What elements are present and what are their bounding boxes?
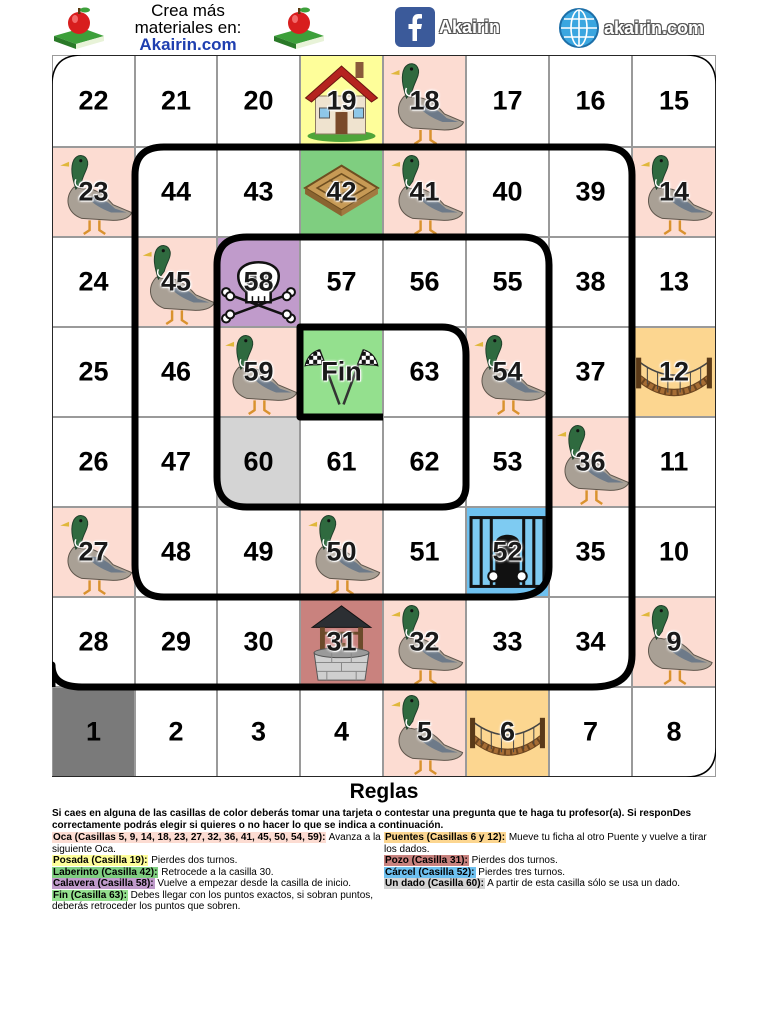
rule-item <box>52 890 384 913</box>
board-square-43 <box>217 147 300 237</box>
board-square-23 <box>52 147 135 237</box>
square-number: 17 <box>492 85 523 116</box>
square-number: 53 <box>492 446 523 477</box>
board-square-56 <box>383 237 466 327</box>
globe-icon <box>558 7 600 49</box>
board-square-31 <box>300 597 383 687</box>
square-number: 8 <box>666 716 682 747</box>
square-number: 23 <box>78 176 109 207</box>
square-number: 46 <box>160 356 192 387</box>
rule-item <box>384 832 716 855</box>
rule-tag: Cárcel (Casilla 52): <box>385 866 475 878</box>
board-square-17 <box>466 55 549 147</box>
rule-tag: Fin (Casilla 63): <box>53 889 127 901</box>
board-square-48 <box>135 507 217 597</box>
header <box>0 0 768 58</box>
square-number: 7 <box>582 716 599 747</box>
rules-intro: Si caes en alguna de las casillas de color deberás tomar una tarjeta o contestar una pregunta que te haga tu profesor(a). Si responDes correctamente podrás elegir si quieres o no hacer lo que se indica a continuación. <box>52 808 692 831</box>
square-number: 28 <box>78 626 109 657</box>
board-square-20 <box>217 55 300 147</box>
apple-book-icon <box>52 6 106 50</box>
board-square-13 <box>632 237 716 327</box>
square-number: 62 <box>409 446 440 477</box>
square-number: 38 <box>575 266 606 297</box>
board-square-18 <box>383 55 466 147</box>
board-square-57 <box>300 237 383 327</box>
square-number: 41 <box>409 176 440 207</box>
square-number: 4 <box>333 716 350 747</box>
square-number: 13 <box>658 266 690 297</box>
board-square-54 <box>466 327 549 417</box>
board-square-55 <box>466 237 549 327</box>
board-square-fin <box>300 327 383 417</box>
square-number: 15 <box>658 85 690 116</box>
board-square-19 <box>300 55 383 147</box>
rule-text: Retrocede a la casilla 30. <box>158 866 274 878</box>
board-square-24 <box>52 237 135 327</box>
board-square-46 <box>135 327 217 417</box>
square-number: 32 <box>409 626 440 657</box>
square-number: 54 <box>492 356 523 387</box>
rule-tag: Oca (Casillas 5, 9, 14, 18, 23, 27, 32, 36, 41, 45, 50, 54, 59): <box>53 832 326 843</box>
rule-tag: Calavera (Casilla 58): <box>53 878 154 889</box>
square-number: 5 <box>416 716 433 747</box>
rule-text: Pierdes tres turnos. <box>475 866 565 878</box>
rule-item <box>384 867 716 879</box>
board-square-58 <box>217 237 300 327</box>
square-number: 33 <box>492 626 523 657</box>
board-square-15 <box>632 55 716 147</box>
rule-tag: Laberinto (Casilla 42): <box>53 866 158 878</box>
board-square-61 <box>300 417 383 507</box>
square-number: 61 <box>326 446 357 477</box>
rule-text: Vuelve a empezar desde la casilla de inicio. <box>154 878 352 889</box>
square-number: 10 <box>658 536 690 567</box>
square-number: 29 <box>160 626 192 657</box>
square-number: 52 <box>492 536 523 567</box>
board-square-5 <box>383 687 466 777</box>
apple-book-icon <box>272 6 326 50</box>
board-square-27 <box>52 507 135 597</box>
rule-item <box>52 855 384 867</box>
square-number: 20 <box>243 85 274 116</box>
rule-text: Debes llegar con los puntos exactos, si sobran puntos, deberás retroceder los puntos que sobren. <box>52 889 374 912</box>
square-number: 16 <box>575 85 606 116</box>
rule-tag: Pozo (Casilla 31): <box>385 855 468 866</box>
square-number: 60 <box>243 446 274 477</box>
square-number: 59 <box>243 356 274 387</box>
square-number: 57 <box>326 266 357 297</box>
board-square-49 <box>217 507 300 597</box>
square-number: 2 <box>168 716 184 747</box>
square-number: 31 <box>326 626 357 657</box>
website-link[interactable] <box>558 7 704 49</box>
board-square-4 <box>300 687 383 777</box>
rule-text: Pierdes dos turnos. <box>148 855 238 866</box>
square-number: 42 <box>326 176 357 207</box>
square-number: 26 <box>78 446 109 477</box>
board-square-29 <box>135 597 217 687</box>
board-square-51 <box>383 507 466 597</box>
rule-tag: Puentes (Casillas 6 y 12): <box>385 832 506 843</box>
rule-item <box>384 878 716 890</box>
rule-text: Avanza a la siguiente Oca. <box>52 832 381 855</box>
promo-site-link[interactable]: Akairin.com <box>139 35 237 54</box>
rules-column-right <box>384 832 716 913</box>
rule-tag: Un dado (Casilla 60): <box>385 878 484 889</box>
board-square-16 <box>549 55 632 147</box>
square-number: 48 <box>160 536 192 567</box>
square-number: 21 <box>160 85 192 116</box>
board-square-1 <box>52 687 135 777</box>
square-number: 39 <box>575 176 606 207</box>
rules-column-left <box>52 832 384 913</box>
square-number: 44 <box>160 176 192 207</box>
rule-item <box>52 878 384 890</box>
square-number: 51 <box>409 536 440 567</box>
square-number: 34 <box>575 626 606 657</box>
board-square-38 <box>549 237 632 327</box>
square-number: 6 <box>499 716 516 747</box>
board-square-62 <box>383 417 466 507</box>
board-square-53 <box>466 417 549 507</box>
board-square-9 <box>632 597 716 687</box>
board-square-40 <box>466 147 549 237</box>
board-square-33 <box>466 597 549 687</box>
rules-section <box>52 780 716 913</box>
board-square-32 <box>383 597 466 687</box>
square-number: 18 <box>409 85 440 116</box>
board-square-50 <box>300 507 383 597</box>
square-number: 37 <box>575 356 606 387</box>
board-square-34 <box>549 597 632 687</box>
square-number: Fin <box>321 356 362 387</box>
square-number: 43 <box>243 176 274 207</box>
rule-item <box>52 867 384 879</box>
square-number: 40 <box>492 176 523 207</box>
rule-item <box>384 855 716 867</box>
square-number: 36 <box>575 446 606 477</box>
board-square-6 <box>466 687 549 777</box>
square-number: 49 <box>243 536 274 567</box>
board-square-59 <box>217 327 300 417</box>
board-square-2 <box>135 687 217 777</box>
board-square-26 <box>52 417 135 507</box>
board-square-25 <box>52 327 135 417</box>
board-square-30 <box>217 597 300 687</box>
square-number: 12 <box>658 356 690 387</box>
square-number: 30 <box>243 626 274 657</box>
board-square-12 <box>632 327 716 417</box>
board-square-60 <box>217 417 300 507</box>
square-number: 22 <box>78 85 109 116</box>
square-number: 50 <box>326 536 357 567</box>
square-number: 45 <box>160 266 192 297</box>
board-square-22 <box>52 55 135 147</box>
board-square-47 <box>135 417 217 507</box>
rule-tag: Posada (Casilla 19): <box>53 855 148 866</box>
square-number: 63 <box>409 356 440 387</box>
square-number: 27 <box>78 536 109 567</box>
facebook-name: Akairin <box>439 16 501 37</box>
board-square-36 <box>549 417 632 507</box>
square-number: 3 <box>250 716 267 747</box>
board-square-21 <box>135 55 217 147</box>
rule-text: Pierdes dos turnos. <box>468 855 558 866</box>
square-number: 19 <box>326 85 357 116</box>
square-number: 14 <box>658 176 690 207</box>
board-square-42 <box>300 147 383 237</box>
promo-text <box>118 2 258 53</box>
square-number: 1 <box>85 716 102 747</box>
square-number: 25 <box>78 356 109 387</box>
website-name: akairin.com <box>604 17 705 38</box>
board-square-37 <box>549 327 632 417</box>
board-square-3 <box>217 687 300 777</box>
board-square-10 <box>632 507 716 597</box>
board-square-39 <box>549 147 632 237</box>
square-number: 35 <box>575 536 606 567</box>
game-board <box>52 55 716 777</box>
rule-text: Mueve tu ficha al otro Puente y vuelve a tirar los dados. <box>384 832 707 855</box>
promo-line2: materiales en: <box>134 18 242 37</box>
board-square-7 <box>549 687 632 777</box>
square-number: 9 <box>666 626 682 657</box>
square-number: 47 <box>160 446 192 477</box>
board-square-52 <box>466 507 549 597</box>
board-square-8 <box>632 687 716 777</box>
board-square-35 <box>549 507 632 597</box>
board-square-28 <box>52 597 135 687</box>
rule-item <box>52 832 384 855</box>
square-number: 55 <box>492 266 523 297</box>
board-square-11 <box>632 417 716 507</box>
facebook-icon <box>395 7 435 47</box>
board-square-63 <box>383 327 466 417</box>
square-number: 58 <box>243 266 274 297</box>
board-square-41 <box>383 147 466 237</box>
square-number: 11 <box>659 446 689 477</box>
square-number: 24 <box>78 266 109 297</box>
rule-text: A partir de esta casilla sólo se usa un dado. <box>484 878 681 889</box>
board-square-45 <box>135 237 217 327</box>
board-square-44 <box>135 147 217 237</box>
square-number: 56 <box>409 266 440 297</box>
promo-line1: Crea más <box>151 1 225 20</box>
rules-title: Reglas <box>349 780 419 803</box>
board-square-14 <box>632 147 716 237</box>
facebook-link[interactable] <box>395 7 500 47</box>
